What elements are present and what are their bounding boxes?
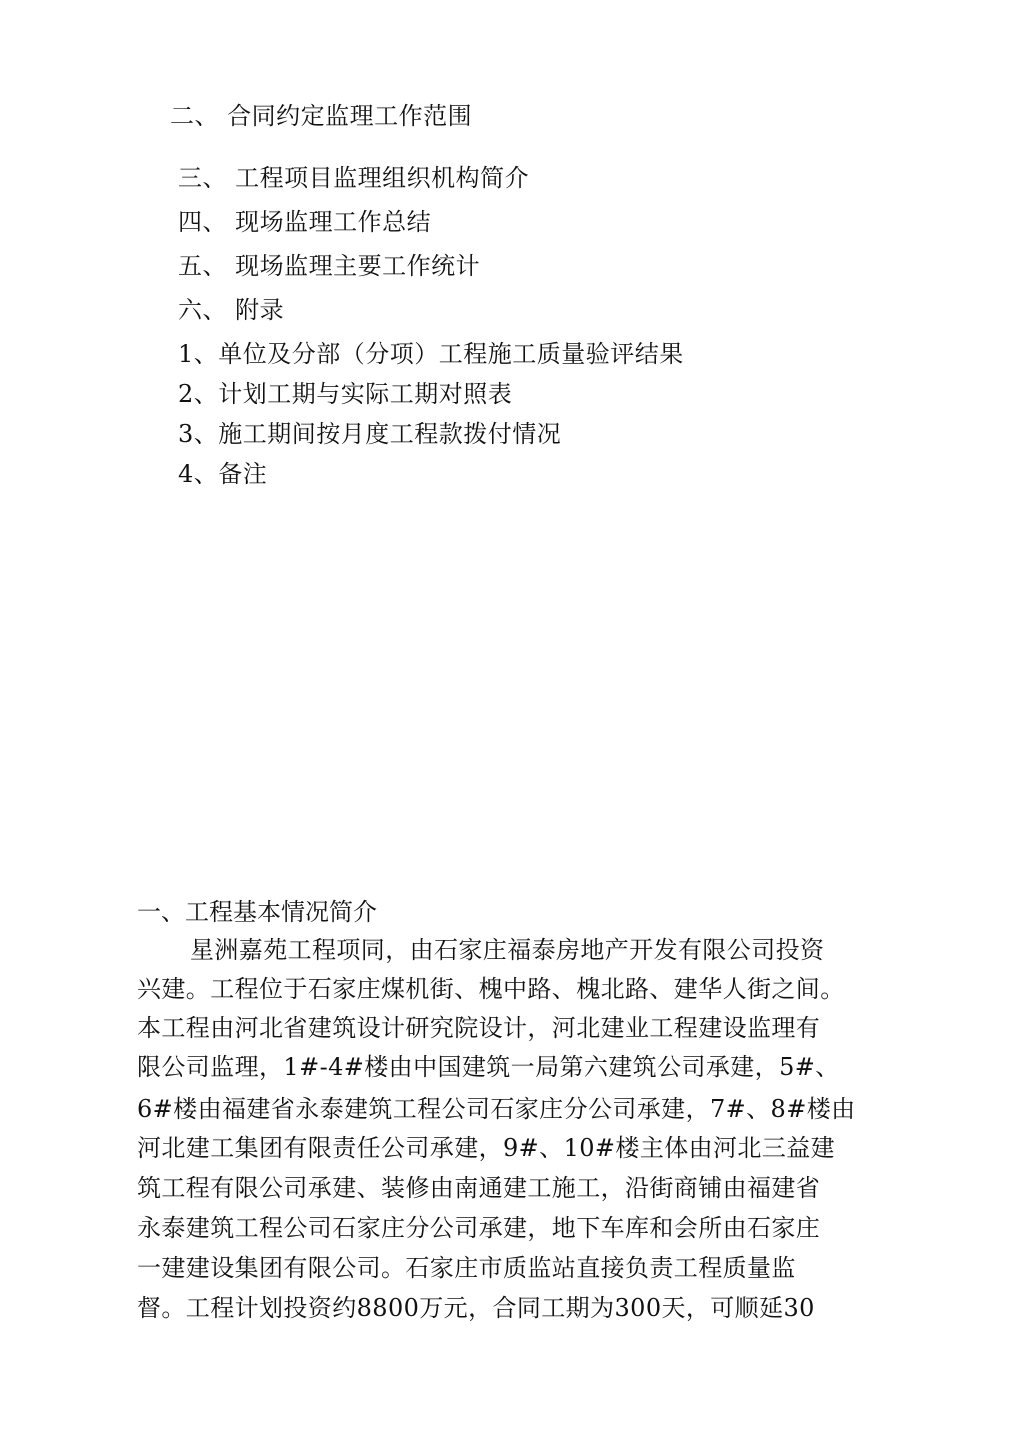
toc-subitem-1: 1、单位及分部（分项）工程施工质量验评结果 <box>178 340 684 368</box>
paragraph-line: 筑工程有限公司承建、装修由南通建工施工，沿街商铺由福建省 <box>137 1174 821 1202</box>
toc-item-6: 六、 附录 <box>178 296 285 324</box>
toc-item-3: 三、 工程项目监理组织机构简介 <box>178 164 530 192</box>
paragraph-line: 河北建工集团有限责任公司承建，9#、10#楼主体由河北三益建 <box>137 1134 836 1162</box>
paragraph-line: 兴建。工程位于石家庄煤机街、槐中路、槐北路、建华人街之间。 <box>137 975 845 1003</box>
toc-item-5: 五、 现场监理主要工作统计 <box>178 252 481 280</box>
paragraph-line: 永泰建筑工程公司石家庄分公司承建，地下车库和会所由石家庄 <box>137 1214 821 1242</box>
paragraph-line: 一建建设集团有限公司。石家庄市质监站直接负责工程质量监 <box>137 1254 796 1282</box>
toc-subitem-2: 2、计划工期与实际工期对照表 <box>178 380 513 408</box>
toc-subitem-4: 4、备注 <box>178 460 268 488</box>
paragraph-line: 6#楼由福建省永泰建筑工程公司石家庄分公司承建，7#、8#楼由 <box>137 1095 856 1123</box>
paragraph-line: 本工程由河北省建筑设计研究院设计，河北建业工程建设监理有 <box>137 1014 821 1042</box>
paragraph-line: 督。工程计划投资约8800万元，合同工期为300天，可顺延30 <box>137 1294 815 1322</box>
paragraph-line: 限公司监理，1#-4#楼由中国建筑一局第六建筑公司承建，5#、 <box>137 1053 840 1081</box>
paragraph-line: 星洲嘉苑工程项同，由石家庄福泰房地产开发有限公司投资 <box>190 936 825 964</box>
section-heading: 一、工程基本情况简介 <box>137 898 377 926</box>
toc-item-2: 二、 合同约定监理工作范围 <box>170 102 473 130</box>
toc-subitem-3: 3、施工期间按月度工程款拨付情况 <box>178 420 562 448</box>
toc-item-4: 四、 现场监理工作总结 <box>178 208 432 236</box>
